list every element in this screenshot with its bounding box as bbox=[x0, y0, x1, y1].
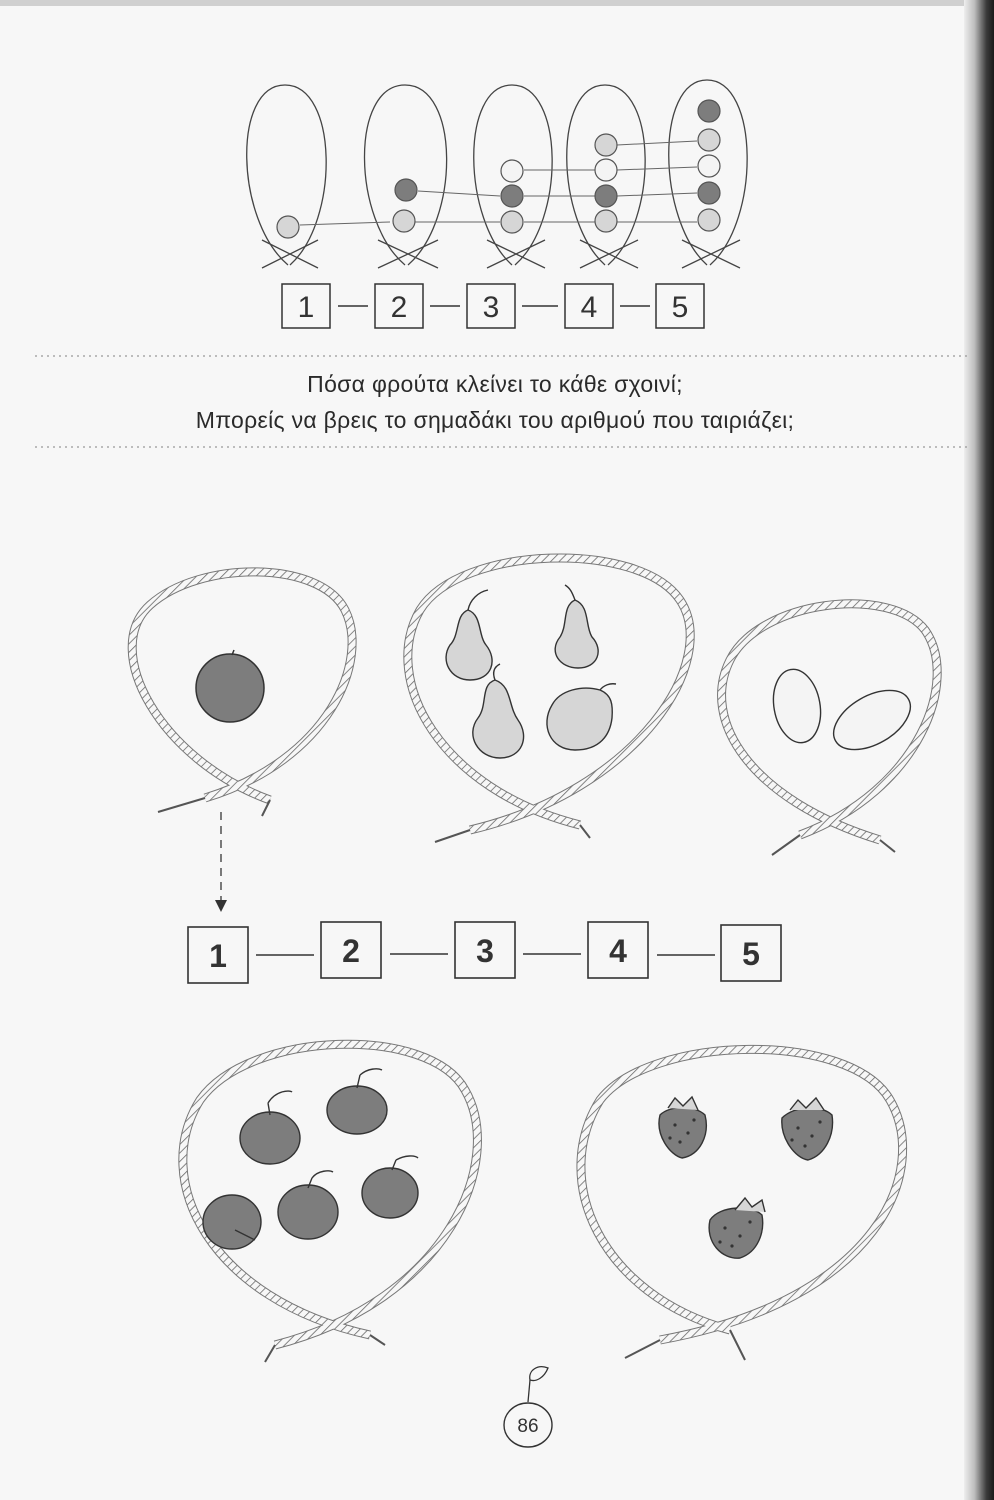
dot-dark bbox=[395, 179, 417, 201]
page-number-badge bbox=[504, 1367, 552, 1447]
bottom-number-5: 5 bbox=[742, 936, 760, 972]
dot-dark bbox=[698, 100, 720, 122]
rope-lasso-2 bbox=[408, 558, 690, 842]
apple-fruit bbox=[196, 650, 264, 722]
bottom-number-4: 4 bbox=[609, 933, 627, 969]
dot-white bbox=[698, 155, 720, 177]
dot-white bbox=[595, 159, 617, 181]
dot-light bbox=[595, 134, 617, 156]
top-number-4: 4 bbox=[580, 291, 598, 324]
instruction-line-2: Μπορείς να βρεις το σημαδάκι του αριθμού που ταιριάζει; bbox=[195, 407, 795, 433]
top-number-5: 5 bbox=[671, 291, 689, 324]
rope-lasso-3 bbox=[722, 604, 938, 855]
bottom-number-2: 2 bbox=[342, 933, 360, 969]
top-number-2: 2 bbox=[390, 291, 408, 324]
dot-light bbox=[698, 129, 720, 151]
bottom-number-3: 3 bbox=[476, 933, 494, 969]
top-number-1: 1 bbox=[297, 291, 315, 324]
strawberry-fruits bbox=[659, 1097, 833, 1258]
instruction-line-1: Πόσα φρούτα κλείνει το κάθε σχοινί; bbox=[307, 371, 683, 397]
dot-light bbox=[595, 210, 617, 232]
dot-light bbox=[501, 211, 523, 233]
dashed-arrow bbox=[215, 812, 227, 912]
counting-ovals bbox=[247, 80, 747, 268]
dot-white bbox=[501, 160, 523, 182]
number-sequence-top bbox=[282, 284, 704, 328]
oval-1 bbox=[247, 85, 326, 268]
lemon-fruits bbox=[768, 666, 920, 762]
dot-dark bbox=[595, 185, 617, 207]
dot-dark bbox=[501, 185, 523, 207]
dot-light bbox=[277, 216, 299, 238]
top-number-3: 3 bbox=[482, 291, 500, 324]
oval-2 bbox=[364, 85, 446, 268]
page-number: 86 bbox=[517, 1416, 539, 1437]
apple-fruits-five bbox=[203, 1069, 418, 1249]
dot-dark bbox=[698, 182, 720, 204]
number-sequence-bottom bbox=[188, 922, 781, 983]
dot-light bbox=[698, 209, 720, 231]
pear-fruits bbox=[446, 585, 616, 758]
dot-light bbox=[393, 210, 415, 232]
bottom-number-1: 1 bbox=[209, 938, 227, 974]
